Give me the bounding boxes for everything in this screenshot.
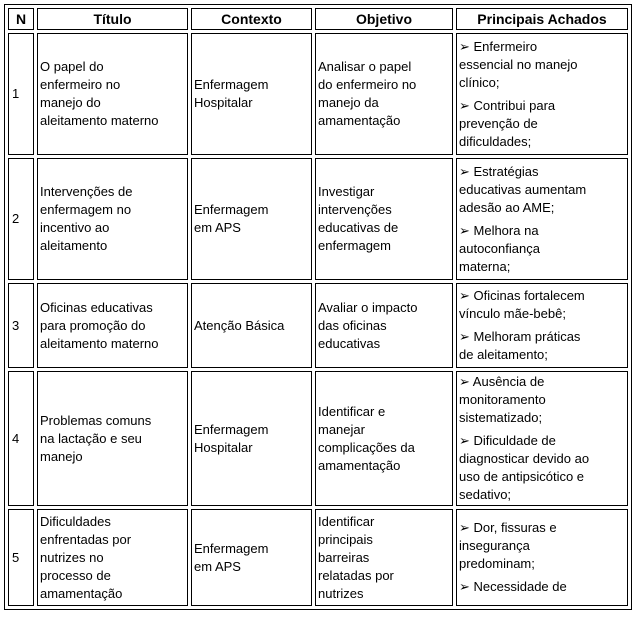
contexto-cell: Enfermagem Hospitalar: [191, 33, 312, 155]
table-row: [8, 33, 628, 155]
contexto-cell: Enfermagem em APS: [191, 158, 312, 280]
contexto-cell: Atenção Básica: [191, 283, 312, 368]
achados-cell: [456, 509, 628, 606]
titulo-cell: Intervenções de enfermagem no incentivo ao aleitamento: [37, 158, 188, 280]
table-row: [8, 158, 628, 280]
table-row: [8, 371, 628, 506]
titulo-cell: Oficinas educativas para promoção do aleitamento materno: [37, 283, 188, 368]
contexto-cell: Enfermagem em APS: [191, 509, 312, 606]
row-number-cell: 3: [8, 283, 34, 368]
achado-item: ➢ Dor, fissuras e insegurança predominam;: [459, 520, 557, 571]
col-header-titulo: Título: [37, 8, 188, 30]
row-number-cell: 5: [8, 509, 34, 606]
table-row: [8, 509, 628, 606]
objetivo-cell: Identificar e manejar complicações da amamentação: [315, 371, 453, 506]
objetivo-cell: Avaliar o impacto das oficinas educativas: [315, 283, 453, 368]
achados-cell: [456, 158, 628, 280]
achado-item: ➢ Dificuldade de diagnosticar devido ao uso de antipsicótico e sedativo;: [459, 433, 590, 502]
row-number-cell: 1: [8, 33, 34, 155]
achados-cell: [456, 371, 628, 506]
objetivo-cell: Investigar intervenções educativas de enfermagem: [315, 158, 453, 280]
table-row: [8, 283, 628, 368]
achado-item: ➢ Necessidade de: [459, 579, 567, 594]
objetivo-cell: Analisar o papel do enfermeiro no manejo da amamentação: [315, 33, 453, 155]
achado-item: ➢ Oficinas fortalecem vínculo mãe-bebê;: [459, 288, 585, 321]
col-header-n: N: [8, 8, 34, 30]
col-header-objetivo: Objetivo: [315, 8, 453, 30]
titulo-cell: O papel do enfermeiro no manejo do aleitamento materno: [37, 33, 188, 155]
achados-cell: [456, 283, 628, 368]
row-number-cell: 4: [8, 371, 34, 506]
objetivo-cell: Identificar principais barreiras relatadas por nutrizes: [315, 509, 453, 606]
achado-item: ➢ Melhora na autoconfiança materna;: [459, 222, 540, 274]
col-header-contexto: Contexto: [191, 8, 312, 30]
contexto-cell: Enfermagem Hospitalar: [191, 371, 312, 506]
col-header-achados: Principais Achados: [456, 8, 628, 30]
achado-item: ➢ Melhoram práticas de aleitamento;: [459, 329, 581, 362]
achado-item: ➢ Contribui para prevenção de dificuldades;: [459, 97, 556, 149]
row-number-cell: 2: [8, 158, 34, 280]
achado-item: ➢ Ausência de monitoramento sistematizado;: [459, 374, 546, 425]
titulo-cell: Problemas comuns na lactação e seu manejo: [37, 371, 188, 506]
titulo-cell: Dificuldades enfrentadas por nutrizes no processo de amamentação: [37, 509, 188, 606]
achados-cell: [456, 33, 628, 155]
achado-item: ➢ Estratégias educativas aumentam adesão ao AME;: [459, 163, 587, 215]
header-row: [8, 8, 628, 30]
literature-review-table: [4, 4, 632, 610]
achado-item: ➢ Enfermeiro essencial no manejo clínico;: [459, 38, 578, 90]
